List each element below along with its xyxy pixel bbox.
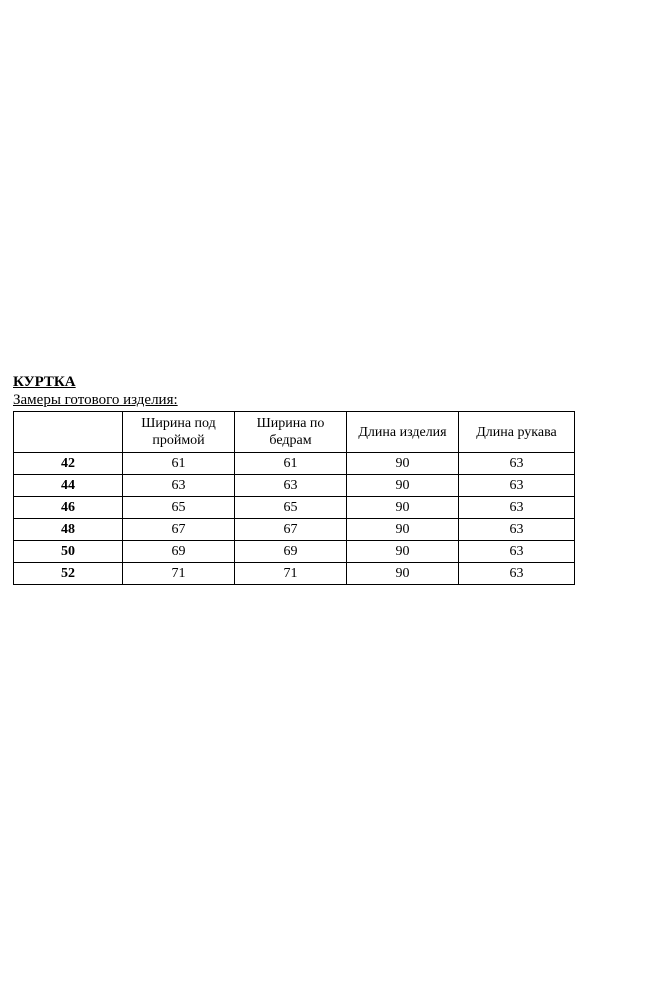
value-cell: 90 (347, 563, 459, 585)
table-header (14, 412, 575, 453)
value-cell: 63 (459, 453, 575, 475)
table-row (14, 541, 575, 563)
value-cell: 63 (235, 475, 347, 497)
document-section (13, 373, 578, 585)
table-header-row (14, 412, 575, 453)
table-body (14, 453, 575, 585)
size-cell: 50 (14, 541, 123, 563)
value-cell: 67 (123, 519, 235, 541)
value-cell: 69 (235, 541, 347, 563)
value-cell: 69 (123, 541, 235, 563)
table-row (14, 519, 575, 541)
value-cell: 63 (459, 519, 575, 541)
size-cell: 46 (14, 497, 123, 519)
header-cell-size (14, 412, 123, 453)
table-row (14, 475, 575, 497)
header-cell-hip-width: Ширина по бедрам (235, 412, 347, 453)
size-cell: 42 (14, 453, 123, 475)
document-subtitle: Замеры готового изделия: (13, 392, 178, 408)
value-cell: 90 (347, 453, 459, 475)
value-cell: 63 (459, 541, 575, 563)
size-cell: 44 (14, 475, 123, 497)
table-row (14, 453, 575, 475)
value-cell: 90 (347, 475, 459, 497)
value-cell: 63 (459, 475, 575, 497)
value-cell: 90 (347, 497, 459, 519)
table-row (14, 563, 575, 585)
value-cell: 63 (123, 475, 235, 497)
header-cell-chest-width: Ширина под проймой (123, 412, 235, 453)
size-measurements-table (13, 411, 575, 585)
value-cell: 90 (347, 541, 459, 563)
value-cell: 65 (235, 497, 347, 519)
size-cell: 52 (14, 563, 123, 585)
value-cell: 61 (235, 453, 347, 475)
document-title: КУРТКА (13, 374, 76, 390)
value-cell: 63 (459, 497, 575, 519)
value-cell: 71 (123, 563, 235, 585)
value-cell: 63 (459, 563, 575, 585)
value-cell: 90 (347, 519, 459, 541)
header-cell-garment-length: Длина изделия (347, 412, 459, 453)
header-cell-sleeve-length: Длина рукава (459, 412, 575, 453)
size-cell: 48 (14, 519, 123, 541)
value-cell: 71 (235, 563, 347, 585)
value-cell: 61 (123, 453, 235, 475)
value-cell: 65 (123, 497, 235, 519)
value-cell: 67 (235, 519, 347, 541)
table-row (14, 497, 575, 519)
